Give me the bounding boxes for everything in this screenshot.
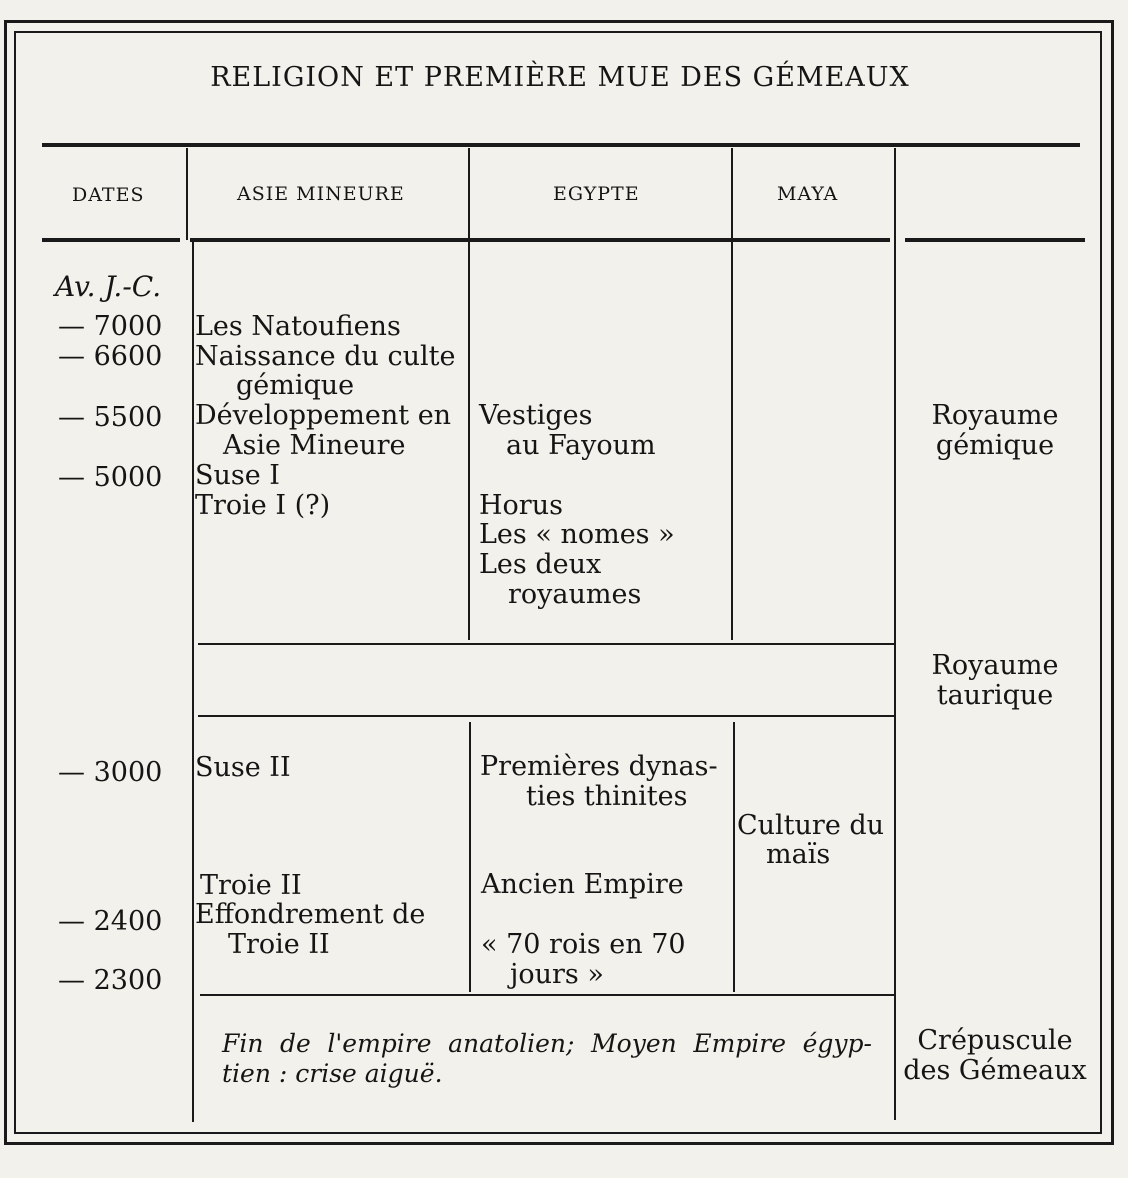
royaume-label: taurique <box>936 680 1054 711</box>
egypte-entry: royaumes <box>508 579 642 610</box>
egypte-entry: Les « nomes » <box>479 519 675 550</box>
header-bottom-rule-right <box>905 238 1085 242</box>
page-title: RELIGION ET PREMIÈRE MUE DES GÉMEAUX <box>210 62 910 93</box>
column-divider-dates <box>186 148 188 240</box>
royaume-label: Crépuscule <box>917 1025 1073 1056</box>
maya-entry: Culture du <box>737 810 885 841</box>
column-divider-dates-body <box>192 242 194 1122</box>
section-rule-3 <box>200 994 894 996</box>
asie-entry: Troie II <box>200 870 302 901</box>
section-rule-2 <box>198 715 894 717</box>
egypte-entry: au Fayoum <box>506 430 656 461</box>
asie-entry: Développement en <box>195 400 452 431</box>
asie-entry: Suse I <box>195 460 280 491</box>
asie-entry: Naissance du culte <box>195 341 456 372</box>
column-divider-asie <box>468 148 470 640</box>
column-header-dates: DATES <box>72 184 145 206</box>
asie-entry: Suse II <box>195 752 291 783</box>
section-rule-1 <box>198 643 894 645</box>
egypte-entry: Les deux <box>479 549 602 580</box>
egypte-entry: ties thinites <box>526 781 688 812</box>
era-label: Av. J.-C. <box>55 270 162 303</box>
date-3000: — 3000 <box>58 757 163 788</box>
egypte-entry: Vestiges <box>479 400 593 431</box>
header-bottom-rule-main <box>190 238 890 242</box>
column-header-egypte: EGYPTE <box>553 183 640 205</box>
egypte-entry: jours » <box>510 959 604 990</box>
asie-entry: Troie I (?) <box>195 490 331 521</box>
asie-entry: Troie II <box>228 929 330 960</box>
column-divider-maya <box>731 148 733 640</box>
egypte-entry: Premières dynas- <box>480 751 718 782</box>
column-header-asie-mineure: ASIE MINEURE <box>237 183 405 205</box>
royaume-label: des Gémeaux <box>903 1055 1087 1086</box>
royaume-label: gémique <box>935 430 1055 461</box>
column-divider-maya-lower <box>733 722 735 992</box>
column-divider-royaumes <box>894 148 896 1120</box>
date-2400: — 2400 <box>58 906 163 937</box>
footer-note: Fin de l'empire anatolien; Moyen Empire égyp- tien : crise aiguë. <box>222 1029 872 1088</box>
date-6600: — 6600 <box>58 341 163 372</box>
egypte-entry: Ancien Empire <box>481 869 684 900</box>
asie-entry: Les Natoufiens <box>195 311 401 342</box>
column-header-maya: MAYA <box>777 183 839 205</box>
date-7000: — 7000 <box>58 311 163 342</box>
royaume-label: Royaume <box>931 650 1059 681</box>
header-bottom-rule-dates <box>42 238 180 242</box>
maya-entry: maïs <box>766 839 831 870</box>
asie-entry: Asie Mineure <box>223 430 406 461</box>
egypte-entry: Horus <box>479 490 563 521</box>
royaume-label: Royaume <box>931 400 1059 431</box>
asie-entry: gémique <box>236 370 355 401</box>
date-5500: — 5500 <box>58 402 163 433</box>
column-divider-asie-lower <box>469 722 471 992</box>
egypte-entry: « 70 rois en 70 <box>481 929 686 960</box>
header-top-rule <box>42 143 1080 147</box>
asie-entry: Effondrement de <box>195 899 426 930</box>
date-2300: — 2300 <box>58 965 163 996</box>
date-5000: — 5000 <box>58 462 163 493</box>
